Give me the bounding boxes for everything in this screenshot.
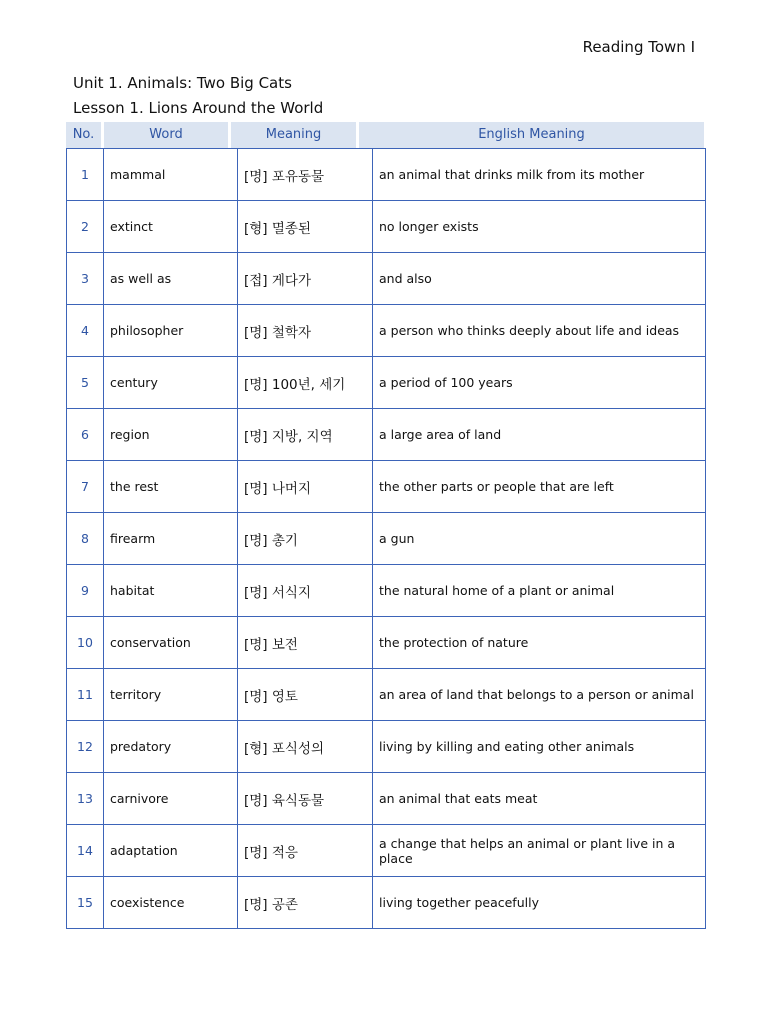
row-korean-meaning: [형] 멸종된 — [238, 201, 373, 253]
row-english-meaning: the protection of nature — [373, 617, 706, 669]
row-number: 6 — [67, 409, 104, 461]
table-row — [67, 461, 706, 513]
table-row — [67, 305, 706, 357]
row-number: 9 — [67, 565, 104, 617]
row-number: 7 — [67, 461, 104, 513]
row-english-meaning: and also — [373, 253, 706, 305]
row-word: century — [104, 357, 238, 409]
table-row — [67, 149, 706, 201]
table-row — [67, 357, 706, 409]
row-korean-meaning: [명] 공존 — [238, 877, 373, 929]
row-korean-meaning: [명] 100년, 세기 — [238, 357, 373, 409]
table-row — [67, 721, 706, 773]
row-korean-meaning: [명] 총기 — [238, 513, 373, 565]
row-korean-meaning: [명] 포유동물 — [238, 149, 373, 201]
table-row — [67, 409, 706, 461]
row-korean-meaning: [명] 적응 — [238, 825, 373, 877]
vocabulary-table-body — [67, 149, 706, 929]
row-korean-meaning: [명] 지방, 지역 — [238, 409, 373, 461]
row-english-meaning: a person who thinks deeply about life and ideas — [373, 305, 706, 357]
vocabulary-table — [66, 148, 706, 929]
row-word: habitat — [104, 565, 238, 617]
unit-title: Unit 1. Animals: Two Big Cats — [73, 74, 292, 92]
row-number: 5 — [67, 357, 104, 409]
row-korean-meaning: [명] 철학자 — [238, 305, 373, 357]
row-word: territory — [104, 669, 238, 721]
row-english-meaning: a large area of land — [373, 409, 706, 461]
lesson-title: Lesson 1. Lions Around the World — [73, 99, 324, 117]
table-row — [67, 201, 706, 253]
row-english-meaning: the natural home of a plant or animal — [373, 565, 706, 617]
row-english-meaning: the other parts or people that are left — [373, 461, 706, 513]
row-number: 14 — [67, 825, 104, 877]
row-word: predatory — [104, 721, 238, 773]
row-korean-meaning: [명] 영토 — [238, 669, 373, 721]
row-word: the rest — [104, 461, 238, 513]
row-korean-meaning: [명] 육식동물 — [238, 773, 373, 825]
row-korean-meaning: [명] 나머지 — [238, 461, 373, 513]
row-number: 11 — [67, 669, 104, 721]
table-row — [67, 773, 706, 825]
row-english-meaning: an animal that eats meat — [373, 773, 706, 825]
row-english-meaning: no longer exists — [373, 201, 706, 253]
row-word: region — [104, 409, 238, 461]
column-header-no: No. — [66, 122, 101, 148]
table-row — [67, 825, 706, 877]
row-number: 1 — [67, 149, 104, 201]
row-number: 15 — [67, 877, 104, 929]
row-number: 13 — [67, 773, 104, 825]
row-korean-meaning: [명] 보전 — [238, 617, 373, 669]
column-header-word: Word — [104, 122, 228, 148]
row-korean-meaning: [접] 게다가 — [238, 253, 373, 305]
column-header-meaning: Meaning — [231, 122, 356, 148]
row-english-meaning: living by killing and eating other animals — [373, 721, 706, 773]
row-english-meaning: an area of land that belongs to a person or animal — [373, 669, 706, 721]
row-number: 12 — [67, 721, 104, 773]
row-number: 10 — [67, 617, 104, 669]
row-word: conservation — [104, 617, 238, 669]
row-number: 2 — [67, 201, 104, 253]
table-row — [67, 513, 706, 565]
row-word: mammal — [104, 149, 238, 201]
table-row — [67, 617, 706, 669]
row-number: 8 — [67, 513, 104, 565]
row-korean-meaning: [명] 서식지 — [238, 565, 373, 617]
row-english-meaning: a change that helps an animal or plant live in a place — [373, 825, 706, 877]
row-word: adaptation — [104, 825, 238, 877]
row-number: 4 — [67, 305, 104, 357]
row-word: extinct — [104, 201, 238, 253]
row-english-meaning: living together peacefully — [373, 877, 706, 929]
table-row — [67, 669, 706, 721]
row-word: philosopher — [104, 305, 238, 357]
row-word: firearm — [104, 513, 238, 565]
row-english-meaning: a period of 100 years — [373, 357, 706, 409]
table-row — [67, 565, 706, 617]
row-word: coexistence — [104, 877, 238, 929]
book-title: Reading Town I — [582, 38, 695, 56]
row-word: carnivore — [104, 773, 238, 825]
column-header-english-meaning: English Meaning — [359, 122, 704, 148]
row-english-meaning: an animal that drinks milk from its mother — [373, 149, 706, 201]
row-word: as well as — [104, 253, 238, 305]
row-korean-meaning: [형] 포식성의 — [238, 721, 373, 773]
row-english-meaning: a gun — [373, 513, 706, 565]
table-row — [67, 253, 706, 305]
table-row — [67, 877, 706, 929]
row-number: 3 — [67, 253, 104, 305]
table-header — [66, 122, 706, 148]
